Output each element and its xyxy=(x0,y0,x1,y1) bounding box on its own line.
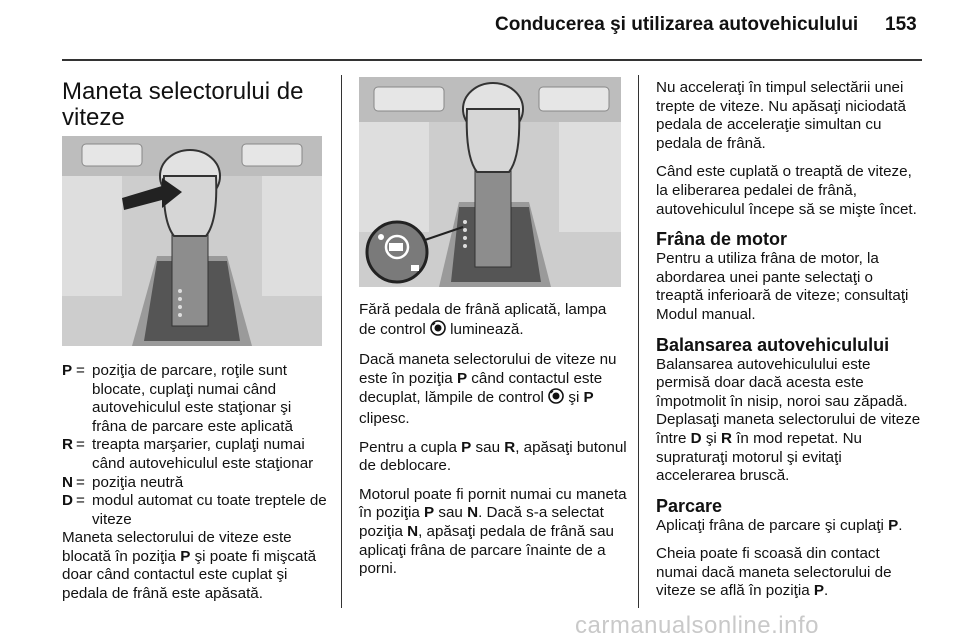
rocking-text: Balansarea autovehiculului este permisă doar dacă acesta este împotmolit în nisip, noroi sau zăpadă. Deplasaţi maneta selectorului de viteze între D şi R în mod repetat. Nu supraturaţi motorul şi evitaţi accelerarea bruscă. xyxy=(656,355,921,485)
gear-equals: = xyxy=(76,473,85,491)
parking-text-1: Aplicaţi frâna de parcare şi cuplaţi P. xyxy=(656,516,903,534)
parking-text-2: Cheia poate fi scoasă din contact numai dacă maneta selectorului de viteze se află în poziţia P. xyxy=(656,545,892,600)
watermark: carmanualsonline.info xyxy=(575,612,819,639)
parking-heading: Parcare xyxy=(656,495,723,516)
gear-item-n xyxy=(62,474,328,493)
rocking-heading: Balansarea autovehiculului xyxy=(656,334,890,355)
gear-key: P xyxy=(62,362,73,379)
page-number: 153 xyxy=(885,14,917,35)
engine-start-paragraph: Motorul poate fi pornit numai cu maneta în poziţia P sau N. Dacă s-a selectat poziţia N, apăsaţi pedala de frână sau aplicaţi frâna de parcare înainte de a porni. xyxy=(359,485,627,578)
unlock-button-paragraph: Pentru a cupla P sau R, apăsaţi butonul de deblocare. xyxy=(359,438,627,475)
gear-item-r xyxy=(62,436,328,473)
lock-paragraph: Maneta selectorului de viteze este blocată în poziţia P şi poate fi mişcată doar când contactul este cuplat şi pedala de frână este apăsată. xyxy=(62,529,317,602)
engine-braking-heading: Frâna de motor xyxy=(656,229,788,250)
acceleration-paragraph: Nu acceleraţi în timpul selectării unei trepte de viteze. Nu apăsaţi niciodată pedala de acceleraţie simultan cu pedala de frână. xyxy=(656,79,906,152)
creep-paragraph: Când este cuplată o treaptă de viteze, la eliberarea pedalei de frână, autovehiculul începe să se mişte încet. xyxy=(656,163,917,218)
position-not-park-paragraph: Dacă maneta selectorului de viteze nu este în poziţia P când contactul este decuplat, lămpile de control şi P clipesc. xyxy=(359,351,617,427)
gear-item-d xyxy=(62,492,328,529)
brake-pedal-control-lamp-icon xyxy=(548,388,564,410)
column-divider-2 xyxy=(638,75,639,608)
column-2 xyxy=(359,301,627,589)
header-rule xyxy=(62,59,922,61)
control-lamp-illustration xyxy=(359,77,621,287)
control-lamp-paragraph: Fără pedala de frână aplicată, lampa de control luminează. xyxy=(359,301,627,341)
gear-description: treapta marşarier, cuplaţi numai când autovehiculul este staţionar xyxy=(92,436,314,472)
gear-position-list xyxy=(62,362,328,529)
column-divider-1 xyxy=(341,75,342,608)
gear-key: N xyxy=(62,473,73,491)
section-heading: Maneta selectorului de viteze xyxy=(62,78,304,131)
gear-description: poziţia de parcare, roţile sunt blocate, cuplaţi numai când autovehiculul este staţionar şi frâna de parcare este aplicată xyxy=(92,362,293,435)
gear-item-p xyxy=(62,362,328,436)
gear-equals: = xyxy=(76,492,85,510)
gear-selector-illustration xyxy=(62,136,322,346)
header-title: Conducerea şi utilizarea autovehiculului xyxy=(495,14,859,35)
gear-equals: = xyxy=(76,436,85,454)
gear-key: R xyxy=(62,436,73,454)
column-1 xyxy=(62,79,328,131)
gear-description: poziţia neutră xyxy=(92,473,184,491)
gear-key: D xyxy=(62,492,73,510)
engine-braking-text: Pentru a utiliza frâna de motor, la abordarea unei pante selectaţi o treaptă inferioară de viteze; consultaţi Modul manual. xyxy=(656,250,909,323)
gear-description: modul automat cu toate treptele de viteze xyxy=(92,492,327,528)
gear-equals: = xyxy=(76,362,85,379)
column-1-paragraph xyxy=(62,529,332,613)
column-3 xyxy=(656,79,924,611)
brake-pedal-control-lamp-icon xyxy=(430,320,446,342)
